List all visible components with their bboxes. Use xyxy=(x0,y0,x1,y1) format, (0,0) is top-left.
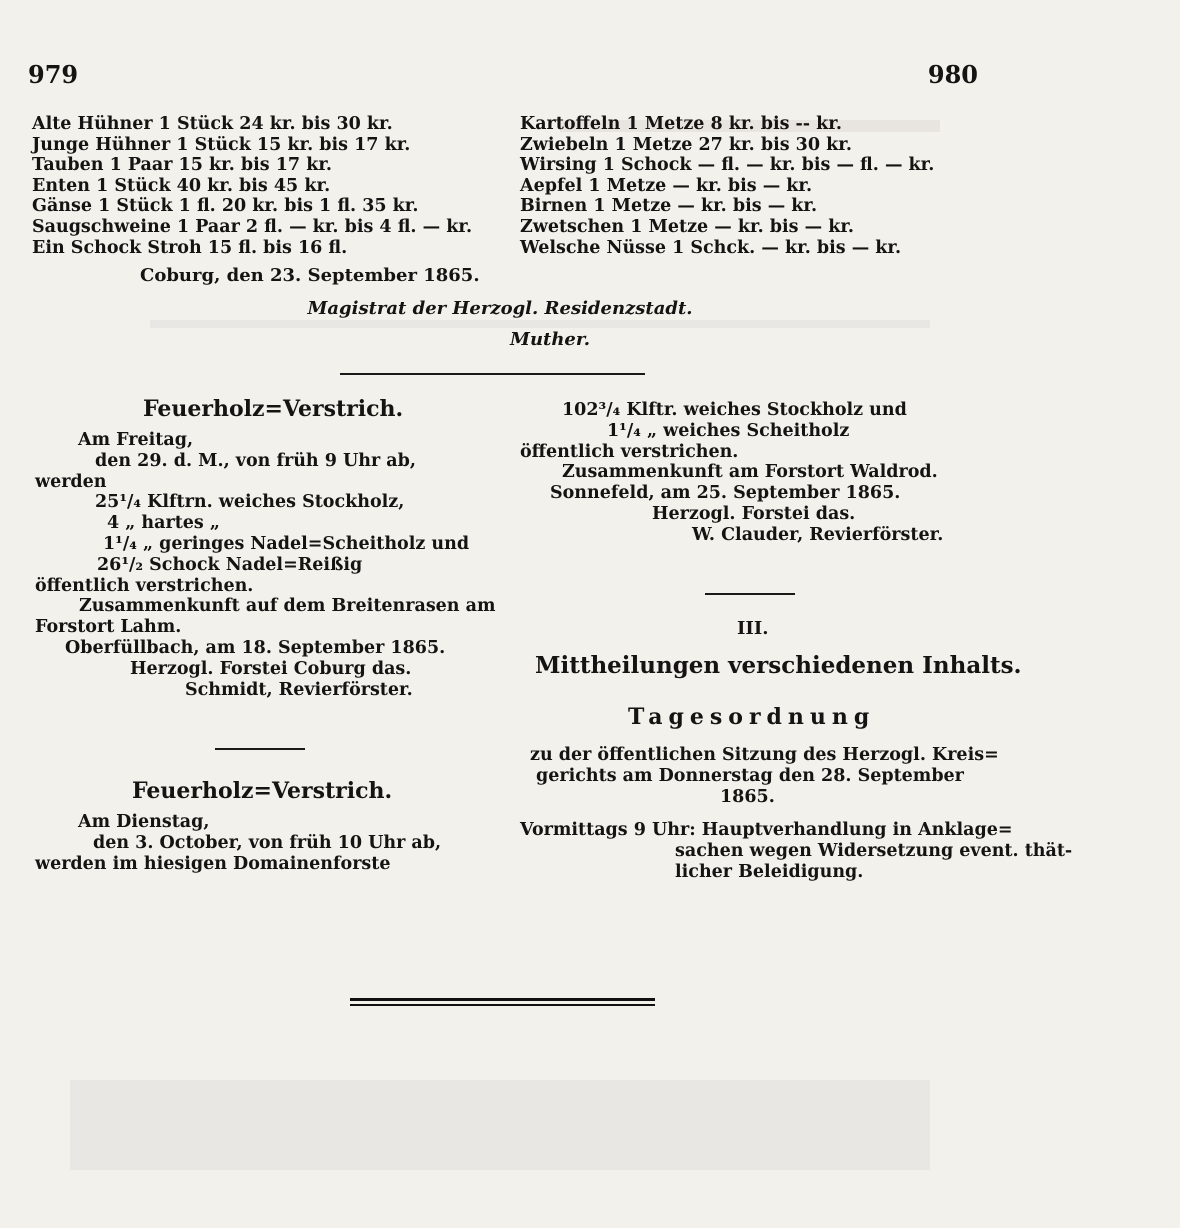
price-entry: Saugschweine 1 Paar 2 fl. — kr. bis 4 fl. — kr. xyxy=(32,216,473,237)
notice-line: Am Dienstag, xyxy=(78,812,210,832)
price-list-left xyxy=(32,114,472,258)
market-signer: Muther. xyxy=(510,329,590,350)
price-entry: Junge Hühner 1 Stück 15 kr. bis 17 kr. xyxy=(32,134,411,155)
price-entry: Kartoffeln 1 Metze 8 kr. bis -- kr. xyxy=(520,114,842,134)
notice-line: werden im hiesigen Domainenforste xyxy=(35,853,391,874)
page-number-left: 979 xyxy=(28,60,79,89)
section-divider xyxy=(340,373,645,375)
notice-line: Oberfüllbach, am 18. September 1865. xyxy=(65,637,446,658)
price-entry: Zwiebeln 1 Metze 27 kr. bis 30 kr. xyxy=(520,134,852,155)
notice-body xyxy=(35,430,495,700)
notice-line: Herzogl. Forstei Coburg das. xyxy=(130,658,412,679)
notice-line: Zusammenkunft am Forstort Waldrod. xyxy=(562,462,938,483)
section-title: Mittheilungen verschiedenen Inhalts. xyxy=(535,652,1022,679)
notice-line: 25¹/₄ Klftrn. weiches Stockholz, xyxy=(95,492,405,513)
notice-line: Herzogl. Forstei das. xyxy=(652,503,856,524)
bleed-through-shadow xyxy=(70,1080,930,1170)
notice-line: öffentlich verstrichen. xyxy=(35,575,254,596)
notice-line: 1¹/₄ „ geringes Nadel=Scheitholz und xyxy=(103,533,470,554)
agenda-title: Tagesordnung xyxy=(628,704,876,730)
section-divider xyxy=(705,593,795,595)
closing-double-rule xyxy=(350,998,655,1006)
notice-line: öffentlich verstrichen. xyxy=(520,441,739,462)
agenda-line: zu der öffentlichen Sitzung des Herzogl. Kreis= xyxy=(530,745,999,765)
page-number-right: 980 xyxy=(927,60,978,89)
market-authority: Magistrat der Herzogl. Residenzstadt. xyxy=(307,298,693,319)
notice-body xyxy=(520,400,980,546)
price-entry: Zwetschen 1 Metze — kr. bis — kr. xyxy=(520,216,855,237)
price-entry: Aepfel 1 Metze — kr. bis — kr. xyxy=(520,175,813,196)
notice-line: Am Freitag, xyxy=(78,430,194,450)
notice-heading: Feuerholz=Verstrich. xyxy=(132,778,393,804)
price-entry: Wirsing 1 Schock — fl. — kr. bis — fl. — kr. xyxy=(520,155,935,176)
notice-line: den 29. d. M., von früh 9 Uhr ab, xyxy=(95,450,416,471)
notice-line: 1¹/₄ „ weiches Scheitholz xyxy=(607,420,850,441)
section-numeral: III. xyxy=(737,618,769,639)
notice-line: werden xyxy=(35,471,107,492)
agenda-line: sachen wegen Widersetzung event. thät- xyxy=(675,840,1073,861)
agenda-intro xyxy=(530,745,999,807)
bleed-through-shadow xyxy=(150,320,930,328)
price-entry: Alte Hühner 1 Stück 24 kr. bis 30 kr. xyxy=(32,114,393,134)
notice-line: W. Clauder, Revierförster. xyxy=(692,524,944,545)
price-entry: Tauben 1 Paar 15 kr. bis 17 kr. xyxy=(32,155,333,176)
notice-heading: Feuerholz=Verstrich. xyxy=(143,396,404,422)
agenda-line: licher Beleidigung. xyxy=(675,861,864,882)
price-entry: Gänse 1 Stück 1 fl. 20 kr. bis 1 fl. 35 kr. xyxy=(32,196,419,217)
notice-body xyxy=(35,812,495,874)
price-list-right xyxy=(520,114,934,258)
notice-line: 26¹/₂ Schock Nadel=Reißig xyxy=(97,554,363,575)
price-entry: Welsche Nüsse 1 Schck. — kr. bis — kr. xyxy=(520,237,902,258)
section-divider xyxy=(215,748,305,750)
agenda-line: Vormittags 9 Uhr: Hauptverhandlung in Anklage= xyxy=(520,820,1013,840)
agenda-item xyxy=(520,820,1073,882)
notice-line: 102³/₄ Klftr. weiches Stockholz und xyxy=(562,400,907,420)
notice-line: Schmidt, Revierförster. xyxy=(185,679,413,700)
notice-line: Forstort Lahm. xyxy=(35,617,182,638)
price-entry: Birnen 1 Metze — kr. bis — kr. xyxy=(520,196,818,217)
notice-line: 4 „ hartes „ xyxy=(107,513,220,534)
notice-line: Zusammenkunft auf dem Breitenrasen am xyxy=(79,596,496,617)
notice-line: Sonnefeld, am 25. September 1865. xyxy=(550,483,901,504)
notice-line: den 3. October, von früh 10 Uhr ab, xyxy=(93,832,442,853)
price-entry: Enten 1 Stück 40 kr. bis 45 kr. xyxy=(32,175,331,196)
agenda-line: gerichts am Donnerstag den 28. September xyxy=(536,765,964,786)
market-place-date: Coburg, den 23. September 1865. xyxy=(140,265,480,286)
agenda-line: 1865. xyxy=(720,786,775,807)
price-entry: Ein Schock Stroh 15 fl. bis 16 fl. xyxy=(32,237,348,258)
